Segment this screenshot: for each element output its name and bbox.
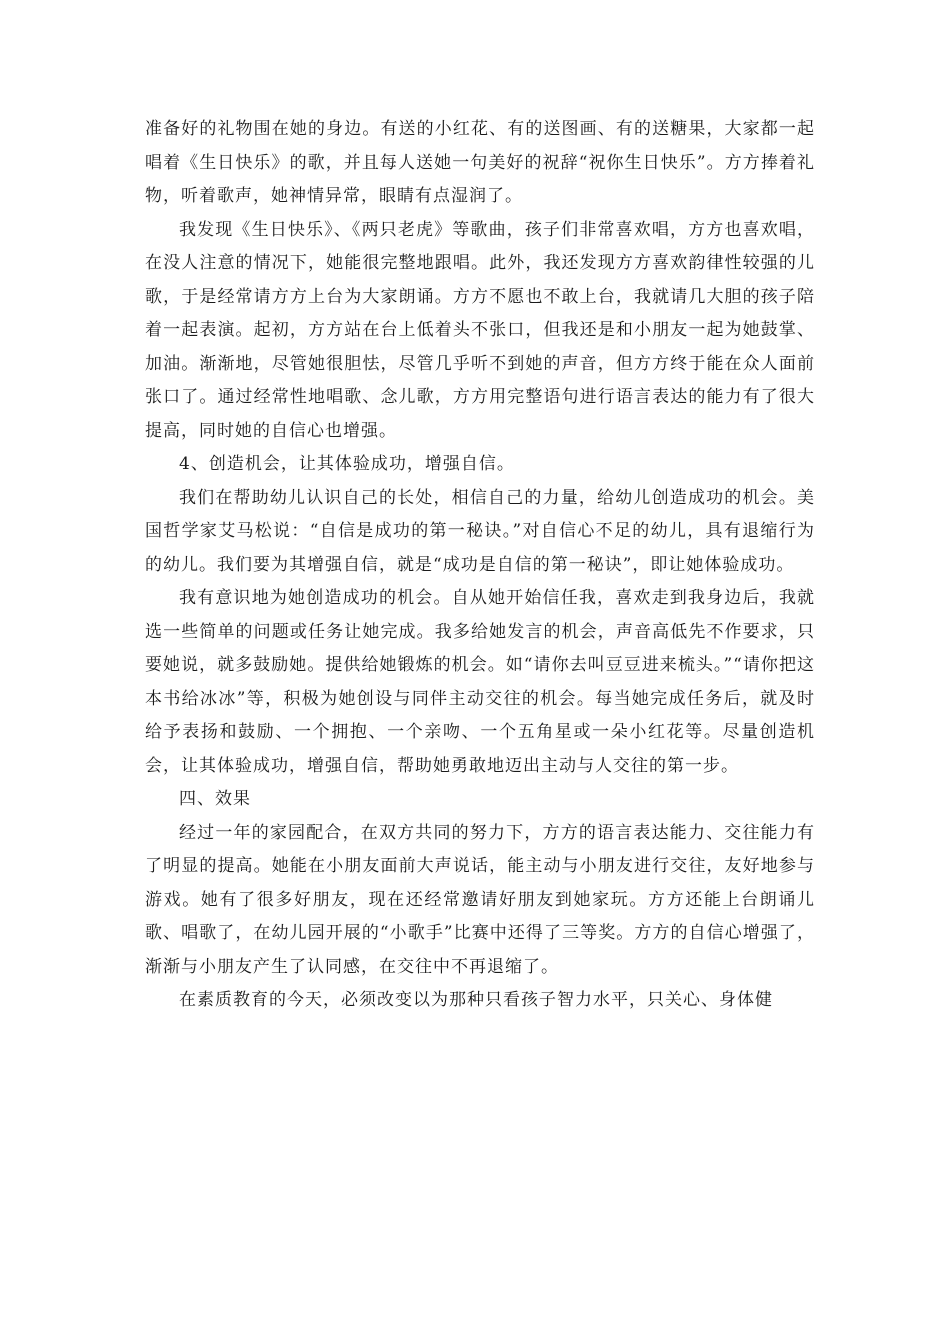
paragraph-confidence-quote: 我们在帮助幼儿认识自己的长处，相信自己的力量，给幼儿创造成功的机会。美国哲学家艾马松说：“自信是成功的第一秘诀。”对自信心不足的幼儿，具有退缩行为的幼儿。我们要为其增强自信，就是“成功是自信的第一秘诀”，即让她体验成功。 xyxy=(145,487,815,575)
document-body xyxy=(145,113,815,1018)
paragraph-singing: 我发现《生日快乐》、《两只老虎》等歌曲，孩子们非常喜欢唱，方方也喜欢唱，在没人注意的情况下，她能很完整地跟唱。此外，我还发现方方喜欢韵律性较强的儿歌，于是经常请方方上台为大家朗诵。方方不愿也不敢上台，我就请几大胆的孩子陪着一起表演。起初，方方站在台上低着头不张口，但我还是和小朋友一起为她鼓掌、加油。渐渐地，尽管她很胆怯，尽管几乎听不到她的声音，但方方终于能在众人面前张口了。通过经常性地唱歌、念儿歌，方方用完整语句进行语言表达的能力有了很大提高，同时她的自信心也增强。 xyxy=(145,219,815,441)
heading-results: 四、效果 xyxy=(179,789,251,809)
paragraph-gift-scene: 准备好的礼物围在她的身边。有送的小红花、有的送图画、有的送糖果，大家都一起唱着《生日快乐》的歌，并且每人送她一句美好的祝辞“祝你生日快乐”。方方捧着礼物，听着歌声，她神情异常，眼睛有点湿润了。 xyxy=(145,119,815,206)
heading-create-opportunities: 4、创造机会，让其体验成功，增强自信。 xyxy=(179,454,515,474)
paragraph-results: 经过一年的家园配合，在双方共同的努力下，方方的语言表达能力、交往能力有了明显的提高。她能在小朋友面前大声说话，能主动与小朋友进行交往，友好地参与游戏。她有了很多好朋友，现在还经常邀请好朋友到她家玩。方方还能上台朗诵儿歌、唱歌了，在幼儿园开展的“小歌手”比赛中还得了三等奖。方方的自信心增强了，渐渐与小朋友产生了认同感，在交往中不再退缩了。 xyxy=(145,822,815,977)
paragraph-quality-education: 在素质教育的今天，必须改变以为那种只看孩子智力水平，只关心、身体健 xyxy=(179,990,773,1010)
paragraph-success-chances: 我有意识地为她创造成功的机会。自从她开始信任我，喜欢走到我身边后，我就选一些简单的问题或任务让她完成。我多给她发言的机会，声音高低先不作要求，只要她说，就多鼓励她。提供给她锻炼的机会。如“请你去叫豆豆进来梳头。”“请你把这本书给冰冰”等，积极为她创设与同伴主动交往的机会。每当她完成任务后，就及时给予表扬和鼓励、一个拥抱、一个亲吻、一个五角星或一朵小红花等。尽量创造机会，让其体验成功，增强自信，帮助她勇敢地迈出主动与人交往的第一步。 xyxy=(145,588,815,776)
